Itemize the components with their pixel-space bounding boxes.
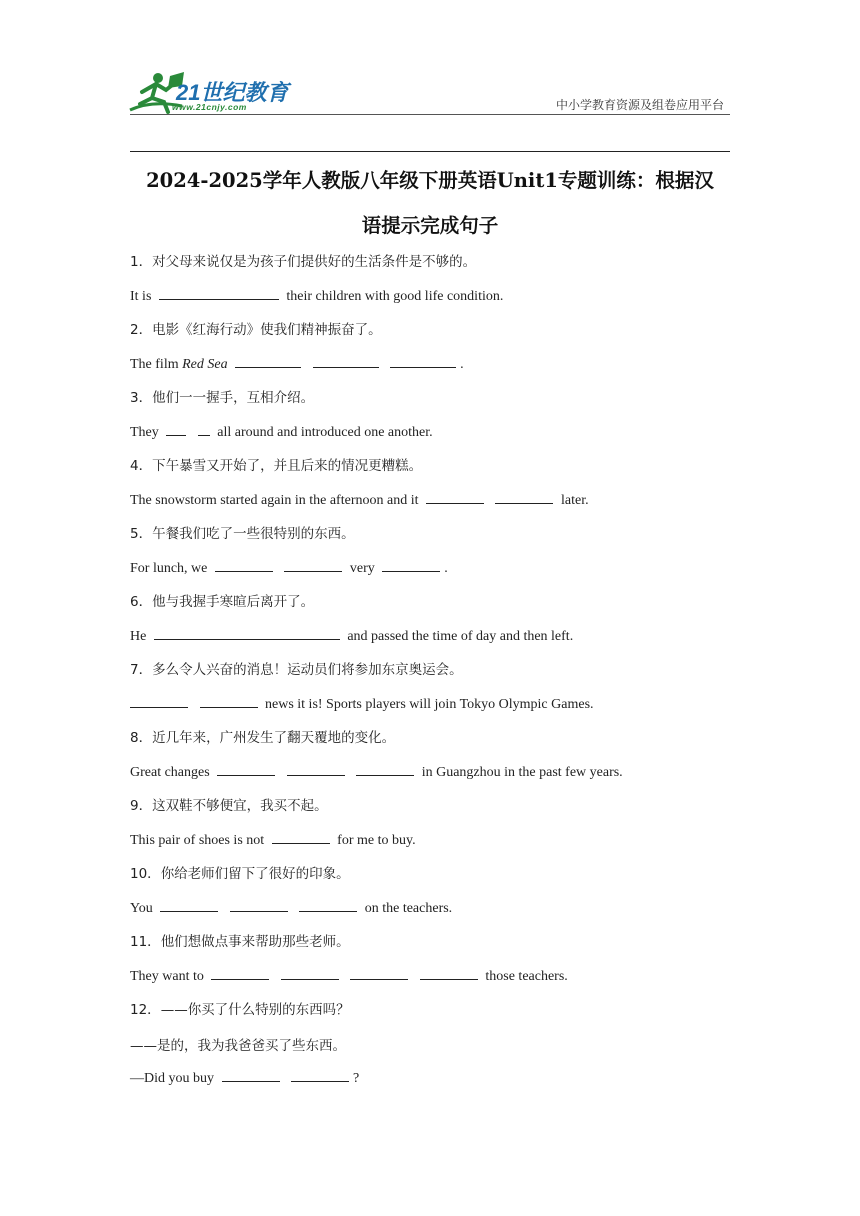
sentence-text: . xyxy=(444,561,448,576)
question-chinese: 多么令人兴奋的消息！运动员们将参加东京奥运会。 xyxy=(152,662,463,678)
question-number: 5． xyxy=(130,526,153,542)
question-number: 1． xyxy=(130,254,153,270)
question-5-prompt xyxy=(130,522,355,542)
question-number: 11． xyxy=(130,934,161,950)
header-rule xyxy=(130,114,730,115)
question-12-sentence xyxy=(130,1068,359,1087)
question-chinese: 下午暴雪又开始了，并且后来的情况更糟糕。 xyxy=(152,458,423,474)
sentence-text: all around and introduced one another. xyxy=(217,425,433,440)
sentence-text: . xyxy=(460,357,464,372)
question-6-sentence xyxy=(130,626,573,645)
question-7-prompt xyxy=(130,658,463,678)
platform-label: 中小学教育资源及组卷应用平台 xyxy=(555,98,724,112)
sentence-text: on the teachers. xyxy=(364,901,453,916)
sentence-text: They xyxy=(130,425,159,440)
sentence-text: and passed the time of day and then left. xyxy=(347,629,574,644)
question-6-prompt xyxy=(130,590,314,610)
question-9-sentence xyxy=(130,830,416,849)
sentence-text: The snowstorm started again in the afternoon and it xyxy=(130,493,419,508)
question-2-sentence xyxy=(130,354,464,373)
film-title: Red Sea xyxy=(182,357,228,372)
sentence-text: their children with good life condition. xyxy=(286,289,504,304)
answer-blank[interactable] xyxy=(420,966,478,980)
sentence-text: in Guangzhou in the past few years. xyxy=(421,765,623,780)
answer-blank[interactable] xyxy=(313,354,379,368)
sentence-text: later. xyxy=(560,493,589,508)
question-12-prompt-reply: ——是的，我为我爸爸买了些东西。 xyxy=(130,1038,346,1054)
question-number: 8． xyxy=(130,730,153,746)
question-1-sentence xyxy=(130,286,503,305)
title-line-2: 语提示完成句子 xyxy=(361,214,499,237)
answer-blank[interactable] xyxy=(215,558,273,572)
question-3-prompt xyxy=(130,386,314,406)
sentence-text: This pair of shoes is not xyxy=(130,833,265,848)
question-number: 4． xyxy=(130,458,153,474)
answer-blank[interactable] xyxy=(382,558,440,572)
page-header xyxy=(0,0,860,150)
question-10-prompt xyxy=(130,862,350,882)
question-number: 12． xyxy=(130,1002,161,1018)
answer-blank[interactable] xyxy=(284,558,342,572)
answer-blank[interactable] xyxy=(356,762,414,776)
question-1-prompt xyxy=(130,250,476,270)
question-2-prompt xyxy=(130,318,382,338)
question-5-sentence xyxy=(130,558,448,577)
question-9-prompt xyxy=(130,794,328,814)
answer-blank[interactable] xyxy=(217,762,275,776)
title-rule xyxy=(130,151,730,152)
answer-blank[interactable] xyxy=(495,490,553,504)
question-number: 6． xyxy=(130,594,153,610)
answer-blank[interactable] xyxy=(291,1068,349,1082)
answer-blank[interactable] xyxy=(200,694,258,708)
question-chinese: 他与我握手寒暄后离开了。 xyxy=(152,594,315,610)
answer-blank[interactable] xyxy=(281,966,339,980)
question-12-prompt xyxy=(130,998,350,1018)
question-chinese: ——你买了什么特别的东西吗？ xyxy=(160,1002,350,1018)
sentence-text: for me to buy. xyxy=(337,833,416,848)
page-title xyxy=(120,158,740,248)
title-line-1: 2024-2025学年人教版八年级下册英语Unit1专题训练：根据汉 xyxy=(146,169,714,192)
answer-blank[interactable] xyxy=(159,286,279,300)
question-11-sentence xyxy=(130,966,568,985)
question-chinese: 午餐我们吃了一些很特别的东西。 xyxy=(152,526,355,542)
question-chinese: 对父母来说仅是为孩子们提供好的生活条件是不够的。 xyxy=(152,254,477,270)
question-3-sentence xyxy=(130,422,433,441)
answer-blank[interactable] xyxy=(235,354,301,368)
sentence-text: The film xyxy=(130,357,179,372)
sentence-text: They want to xyxy=(130,969,204,984)
logo-url: www.21cnjy.com xyxy=(172,102,247,112)
question-4-sentence xyxy=(130,490,589,509)
answer-blank[interactable] xyxy=(299,898,357,912)
answer-blank[interactable] xyxy=(390,354,456,368)
sentence-text: It is xyxy=(130,289,152,304)
question-11-prompt xyxy=(130,930,350,950)
answer-blank[interactable] xyxy=(287,762,345,776)
question-10-sentence xyxy=(130,898,452,917)
answer-blank[interactable] xyxy=(198,422,210,436)
answer-blank[interactable] xyxy=(160,898,218,912)
sentence-text: ? xyxy=(353,1071,360,1086)
answer-blank[interactable] xyxy=(350,966,408,980)
question-number: 7． xyxy=(130,662,153,678)
answer-blank[interactable] xyxy=(211,966,269,980)
question-4-prompt xyxy=(130,454,422,474)
question-chinese: 你给老师们留下了很好的印象。 xyxy=(160,866,350,882)
answer-blank[interactable] xyxy=(166,422,186,436)
answer-blank[interactable] xyxy=(426,490,484,504)
question-chinese: 他们想做点事来帮助那些老师。 xyxy=(160,934,350,950)
question-number: 3． xyxy=(130,390,153,406)
question-chinese: 电影《红海行动》使我们精神振奋了。 xyxy=(152,322,382,338)
answer-blank[interactable] xyxy=(230,898,288,912)
question-number: 10． xyxy=(130,866,161,882)
sentence-text: For lunch, we xyxy=(130,561,208,576)
logo-text: 21世纪教育 xyxy=(176,80,289,105)
sentence-text: very xyxy=(349,561,375,576)
question-8-sentence xyxy=(130,762,623,781)
sentence-text: those teachers. xyxy=(485,969,568,984)
sentence-text: You xyxy=(130,901,153,916)
question-chinese: 这双鞋不够便宜，我买不起。 xyxy=(152,798,328,814)
answer-blank[interactable] xyxy=(154,626,340,640)
question-7-sentence xyxy=(130,694,594,713)
sentence-text: —Did you buy xyxy=(130,1071,214,1086)
sentence-text: Great changes xyxy=(130,765,210,780)
question-number: 2． xyxy=(130,322,153,338)
question-chinese: 近几年来，广州发生了翻天覆地的变化。 xyxy=(152,730,396,746)
question-chinese: 他们一一握手，互相介绍。 xyxy=(152,390,315,406)
answer-blank[interactable] xyxy=(272,830,330,844)
sentence-text: news it is! Sports players will join Tokyo Olympic Games. xyxy=(265,697,594,712)
answer-blank[interactable] xyxy=(130,694,188,708)
answer-blank[interactable] xyxy=(222,1068,280,1082)
question-8-prompt xyxy=(130,726,395,746)
question-number: 9． xyxy=(130,798,153,814)
sentence-text: He xyxy=(130,629,147,644)
